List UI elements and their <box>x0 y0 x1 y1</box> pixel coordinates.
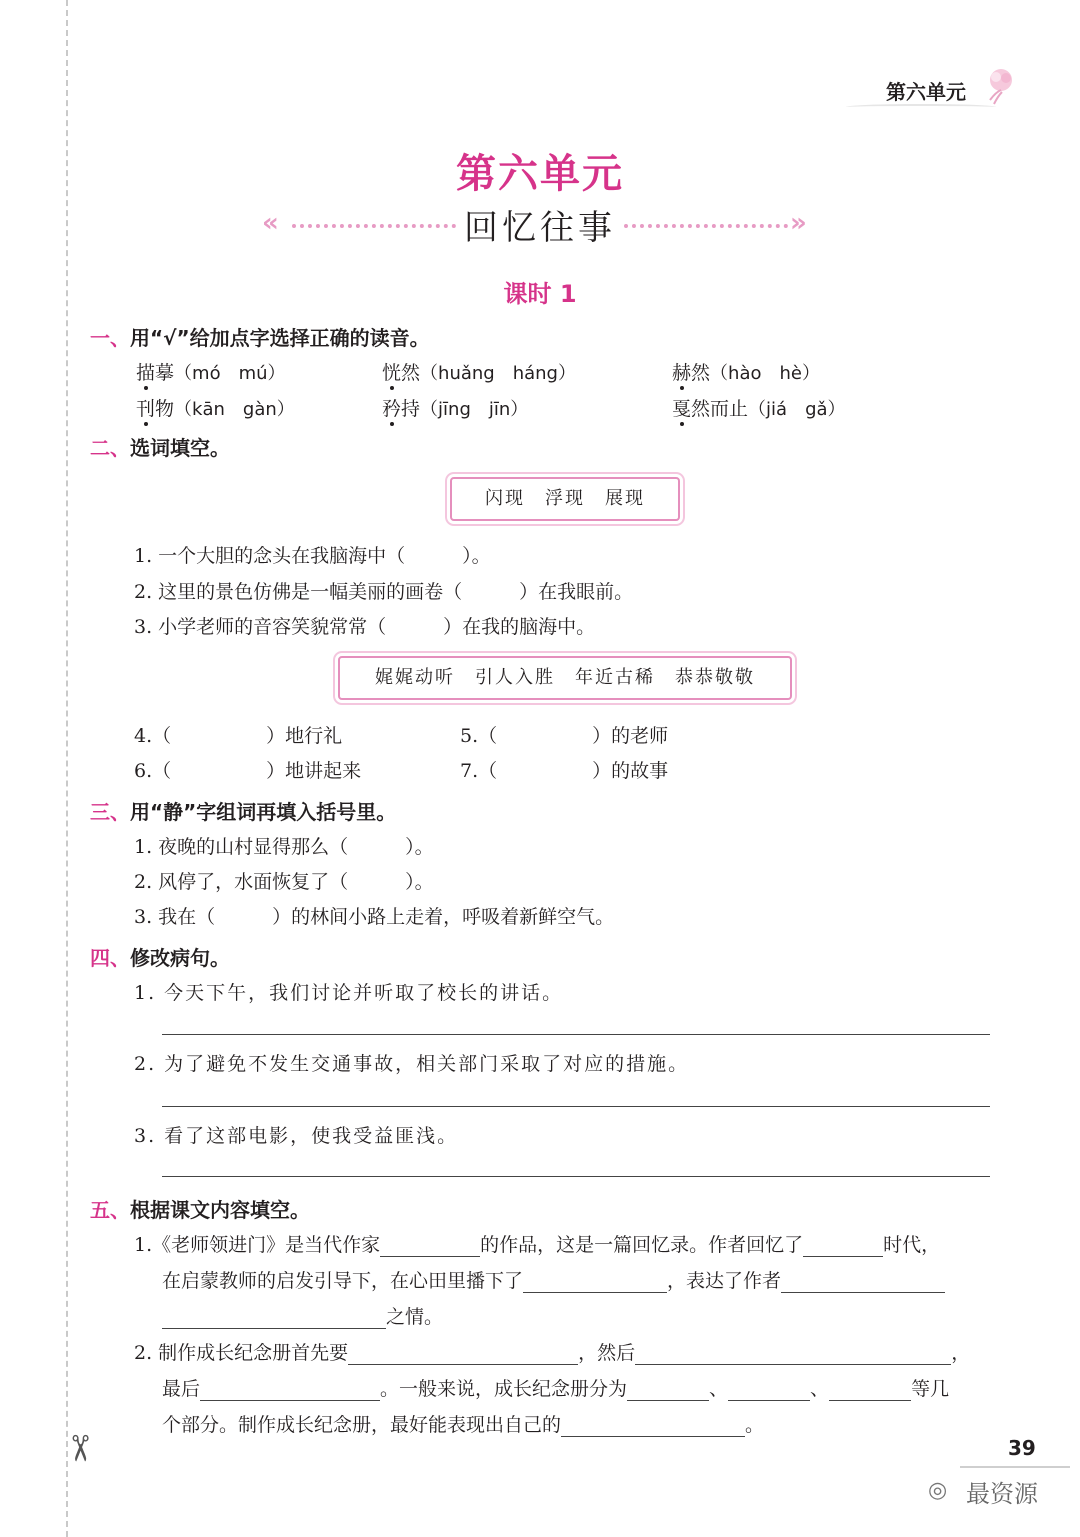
blank[interactable] <box>380 1236 480 1257</box>
section-number: 一、 <box>90 326 130 350</box>
blank[interactable] <box>523 1272 667 1293</box>
blank[interactable] <box>200 1380 380 1401</box>
section-1-heading <box>90 322 430 351</box>
sentence-question: 1. 今天下午，我们讨论并听取了校长的讲话。 <box>134 982 564 1004</box>
pinyin-item: 刊物（kān gàn） <box>136 398 295 420</box>
fill-question: 个部分。制作成长纪念册，最好能表现出自己的 。 <box>162 1414 765 1436</box>
fill-question: 5.（ ）的老师 <box>460 725 669 747</box>
fill-question: 6.（ ）地讲起来 <box>134 760 362 782</box>
header-unit-label: 第六单元 <box>886 80 966 104</box>
chevron-left-icon: « <box>262 208 279 238</box>
fill-question: 1.《老师领进门》是当代作家 的作品，这是一篇回忆录。作者回忆了 时代， <box>134 1234 941 1256</box>
chevron-right-icon: » <box>790 208 807 238</box>
fill-question: 4.（ ）地行礼 <box>134 725 343 747</box>
section-text: 根据课文内容填空。 <box>130 1198 310 1222</box>
blank[interactable] <box>348 1344 578 1365</box>
blank[interactable] <box>803 1236 883 1257</box>
pinyin-item: 恍然（huǎng háng） <box>382 362 576 384</box>
sentence-question: 3. 看了这部电影，使我受益匪浅。 <box>134 1125 459 1147</box>
blank[interactable] <box>162 1308 386 1329</box>
page-number-rule <box>960 1466 1070 1468</box>
sentence-question: 2. 为了避免不发生交通事故，相关部门采取了对应的措施。 <box>134 1053 690 1075</box>
section-number: 二、 <box>90 436 130 460</box>
fill-question: 在启蒙教师的启发引导下，在心田里播下了 ，表达了作者 <box>162 1266 945 1293</box>
pinyin-item: 赫然（hào hè） <box>672 362 820 384</box>
section-number: 三、 <box>90 800 130 824</box>
fill-question: 最后 。一般来说，成长纪念册分为 、 、 等几 <box>162 1378 950 1400</box>
header-swoosh <box>846 104 996 110</box>
blank[interactable] <box>561 1416 745 1437</box>
theme-title: 回忆往事 <box>464 208 616 248</box>
watermark: 最资源 <box>966 1480 1038 1508</box>
section-text: 修改病句。 <box>130 946 230 970</box>
unit-title: 第六单元 <box>456 151 624 197</box>
fill-question: 7.（ ）的故事 <box>460 760 669 782</box>
fill-question: 2. 制作成长纪念册首先要 ，然后 ， <box>134 1342 971 1364</box>
blank[interactable] <box>627 1380 709 1401</box>
section-5-heading <box>90 1194 310 1223</box>
flower-icon <box>984 66 1018 106</box>
scissors-icon: ✂ <box>58 1433 100 1464</box>
answer-line[interactable] <box>162 1106 990 1107</box>
section-text: 用“静”字组词再填入括号里。 <box>130 800 397 824</box>
answer-line[interactable] <box>162 1176 990 1177</box>
fill-question: 3. 我在（ ）的林间小路上走着，呼吸着新鲜空气。 <box>134 906 615 928</box>
pinyin-item: 描摹（mó mú） <box>136 362 286 384</box>
page-number: 39 <box>1008 1436 1036 1460</box>
fill-question: 1. 一个大胆的念头在我脑海中（ ）。 <box>134 545 491 567</box>
section-2-heading <box>90 432 230 461</box>
section-number: 四、 <box>90 946 130 970</box>
section-4-heading <box>90 942 230 971</box>
word-bank-box: 闪现 浮现 展现 <box>450 477 680 521</box>
lesson-label: 课时 1 <box>503 280 577 308</box>
blank[interactable] <box>781 1272 945 1293</box>
fill-question: 2. 风停了，水面恢复了（ ）。 <box>134 871 434 893</box>
word-bank-box: 娓娓动听 引人入胜 年近古稀 恭恭敬敬 <box>338 656 792 700</box>
blank[interactable] <box>635 1344 951 1365</box>
dotted-rule-right <box>624 224 788 228</box>
fill-question: 3. 小学老师的音容笑貌常常（ ）在我的脑海中。 <box>134 616 596 638</box>
section-text: 选词填空。 <box>130 436 230 460</box>
fill-question: 1. 夜晚的山村显得那么（ ）。 <box>134 836 434 858</box>
answer-line[interactable] <box>162 1034 990 1035</box>
fill-question: 之情。 <box>162 1302 443 1329</box>
blank[interactable] <box>728 1380 810 1401</box>
pinyin-item: 戛然而止（jiá gǎ） <box>672 398 846 420</box>
wechat-icon: ◎ <box>928 1478 948 1503</box>
section-3-heading <box>90 796 396 825</box>
section-text: 用“√”给加点字选择正确的读音。 <box>130 326 430 350</box>
fill-question: 2. 这里的景色仿佛是一幅美丽的画卷（ ）在我眼前。 <box>134 581 634 603</box>
section-number: 五、 <box>90 1198 130 1222</box>
blank[interactable] <box>829 1380 911 1401</box>
pinyin-item: 矜持（jīng jīn） <box>382 398 529 420</box>
